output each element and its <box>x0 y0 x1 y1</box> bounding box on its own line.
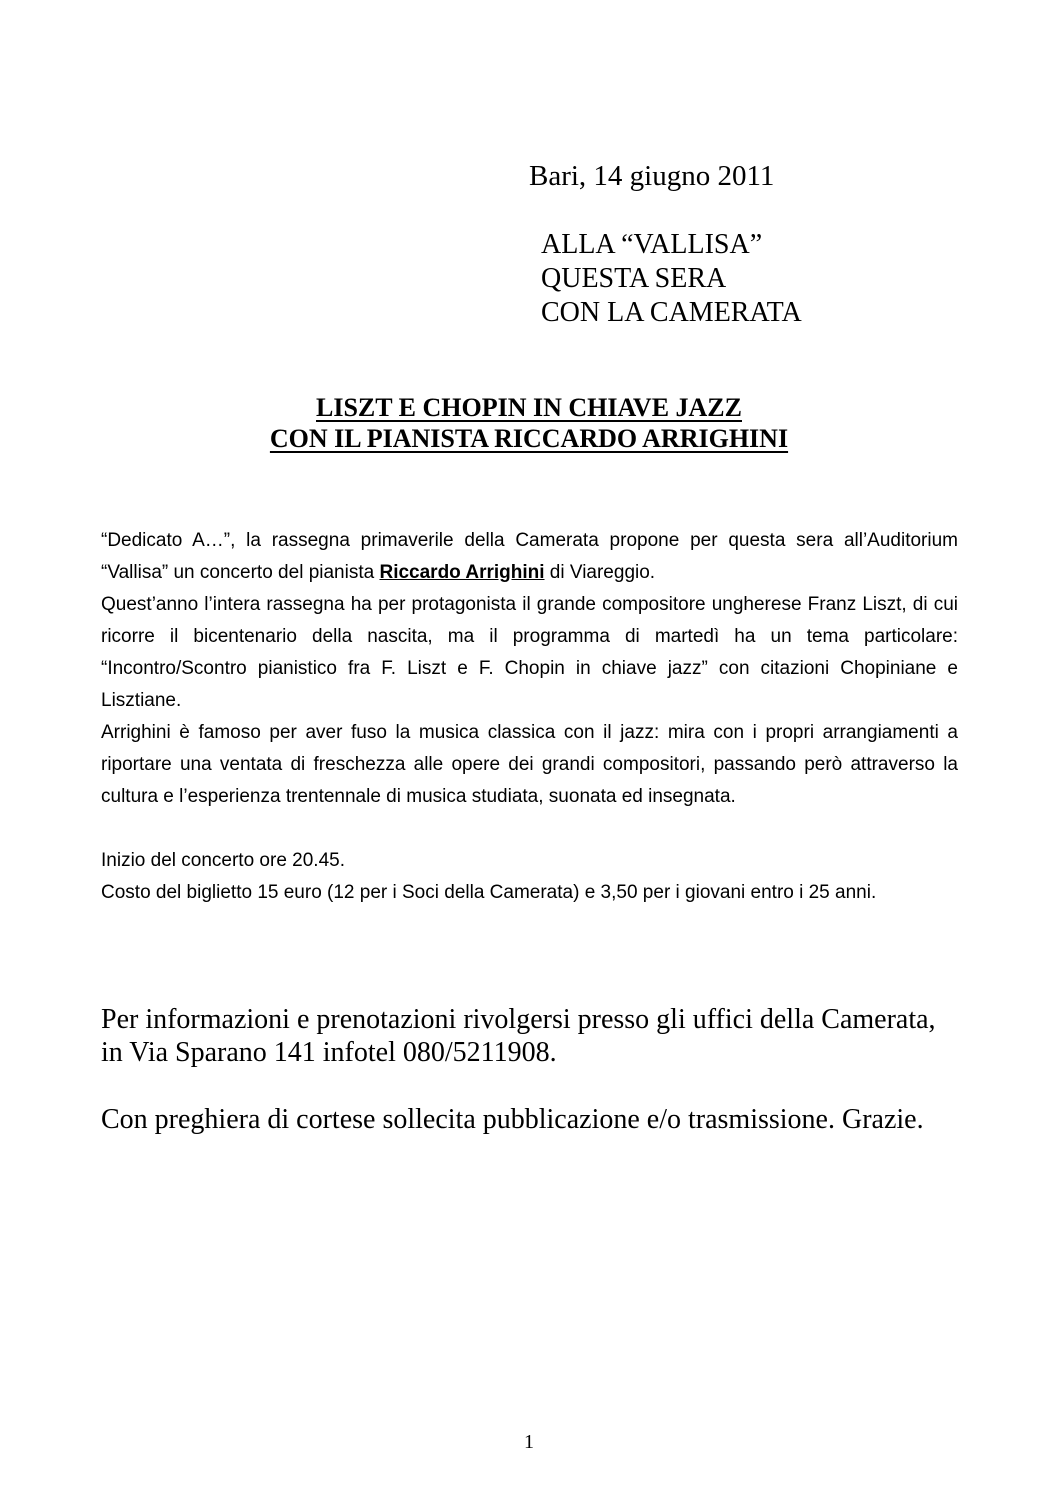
document-title <box>100 392 958 454</box>
pianist-name: Riccardo Arrighini <box>379 562 545 583</box>
headline-line: CON LA CAMERATA <box>541 297 802 328</box>
title-line-2: CON IL PIANISTA RICCARDO ARRIGHINI <box>269 424 789 453</box>
concert-start: Inizio del concerto ore 20.45. <box>101 850 345 871</box>
paragraph-arrighini: Arrighini è famoso per aver fuso la musica classica con il jazz: mira con i propri arrangiamenti a riportare una ventata di freschezza alle opere dei grandi compositori, passando però attraverso la cultura e l’esperienza trentennale di musica studiata, suonata ed insegnata. <box>101 722 958 807</box>
body-text <box>101 525 958 909</box>
info-block <box>101 1003 981 1136</box>
title-line-1: LISZT E CHOPIN IN CHIAVE JAZZ <box>316 393 742 422</box>
info-line-2: in Via Sparano 141 infotel 080/5211908. <box>101 1037 557 1068</box>
headline-line: QUESTA SERA <box>541 263 727 294</box>
paragraph-program: Quest’anno l’intera rassegna ha per protagonista il grande compositore ungherese Franz Liszt, di cui ricorre il bicentenario della nascita, ma il programma di martedì ha un tema particolare: “Incontro/Scontro pianistico fra F. Liszt e F. Chopin in chiave jazz” con citazioni Chopiniane e Lisztiane. <box>101 594 958 711</box>
headline-block <box>541 228 802 330</box>
paragraph-intro: “Dedicato A…”, la rassegna primaverile della Camerata propone per questa sera all’Auditorium “Vallisa” un concerto del pianista Riccardo Arrighini di Viareggio. <box>101 530 958 583</box>
info-line-1: Per informazioni e prenotazioni rivolgersi presso gli uffici della Camerata, <box>101 1004 936 1035</box>
closing-line: Con preghiera di cortese sollecita pubblicazione e/o trasmissione. Grazie. <box>101 1104 924 1135</box>
date-line: Bari, 14 giugno 2011 <box>529 160 775 192</box>
headline-line: ALLA “VALLISA” <box>541 229 763 260</box>
ticket-price: Costo del biglietto 15 euro (12 per i Soci della Camerata) e 3,50 per i giovani entro i 25 anni. <box>101 882 877 903</box>
page-number: 1 <box>524 1431 534 1453</box>
